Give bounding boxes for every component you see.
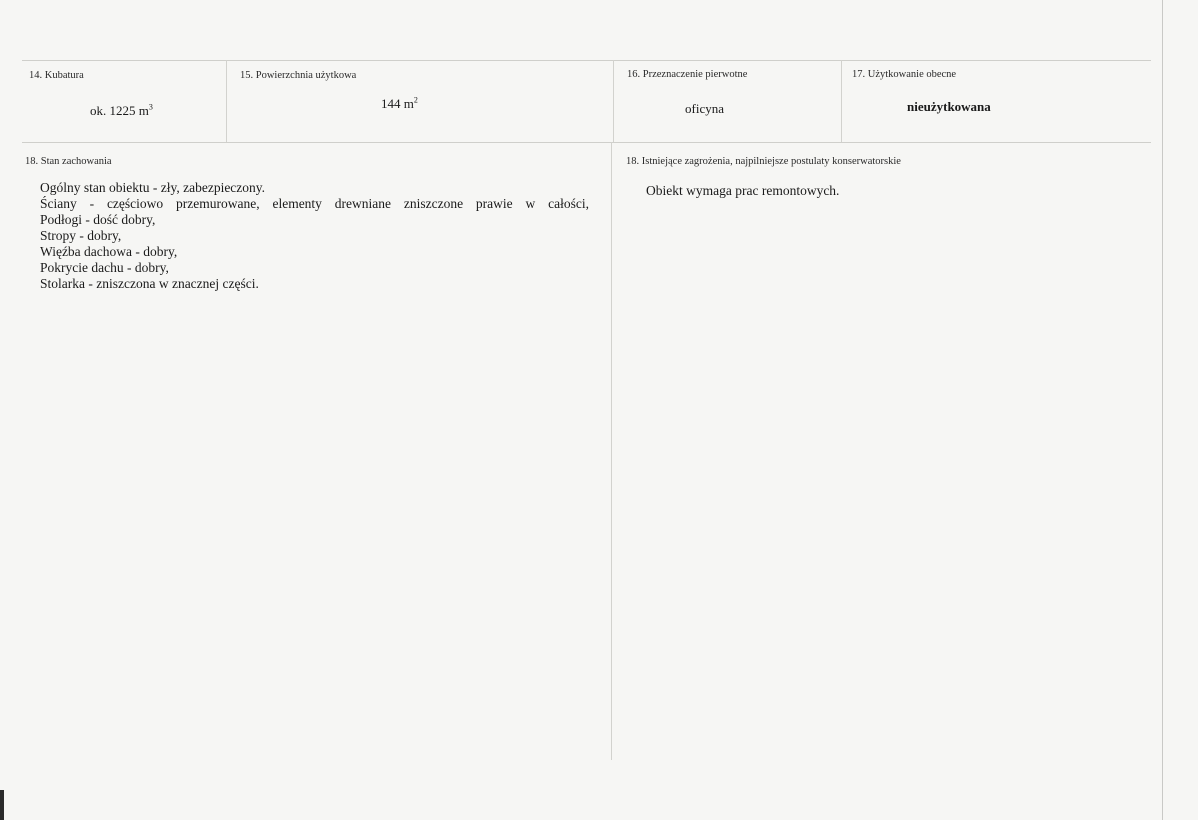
stan-line: Podłogi - dość dobry, xyxy=(40,212,156,227)
stan-word: w xyxy=(525,196,536,211)
column-divider-1 xyxy=(226,60,227,142)
stan-line: Stropy - dobry, xyxy=(40,228,122,243)
stan-line xyxy=(40,196,589,212)
stan-word: Ściany xyxy=(40,196,77,211)
przeznaczenie-label: 16. Przeznaczenie pierwotne xyxy=(627,69,748,80)
stan-text xyxy=(40,180,589,292)
stan-line: Pokrycie dachu - dobry, xyxy=(40,260,169,275)
stan-word: przemurowane, xyxy=(176,196,260,211)
kubatura-label: 14. Kubatura xyxy=(29,70,84,81)
stan-line: Więźba dachowa - dobry, xyxy=(40,244,178,259)
table-row-divider xyxy=(22,142,1151,143)
stan-word: prawie xyxy=(475,196,513,211)
powierzchnia-label: 15. Powierzchnia użytkowa xyxy=(240,70,357,81)
stan-word: częściowo xyxy=(106,196,164,211)
page-edge-right xyxy=(1162,0,1163,820)
powierzchnia-value: 144 $m^2$ xyxy=(381,95,418,111)
column-divider-2 xyxy=(613,60,614,142)
uzytkowanie-label: 17. Użytkowanie obecne xyxy=(852,69,957,80)
zagrozenia-label: 18. Istniejące zagrożenia, najpilniejsze postulaty konserwatorskie xyxy=(626,156,901,167)
przeznaczenie-value: oficyna xyxy=(685,101,724,116)
column-divider-lower xyxy=(611,142,612,760)
zagrozenia-text: Obiekt wymaga prac remontowych. xyxy=(646,183,840,198)
scan-edge-left xyxy=(0,790,4,820)
stan-word: elementy xyxy=(272,196,322,211)
stan-word: - xyxy=(89,196,95,211)
stan-label: 18. Stan zachowania xyxy=(25,156,112,167)
stan-word: całości, xyxy=(548,196,589,211)
stan-line: Ogólny stan obiektu - zły, zabezpieczony. xyxy=(40,180,266,195)
stan-line: Stolarka - zniszczona w znacznej części. xyxy=(40,276,259,291)
uzytkowanie-value: nieużytkowana xyxy=(907,99,991,114)
table-top-border xyxy=(22,60,1151,61)
stan-word: drewniane xyxy=(334,196,392,211)
kubatura-value: ok. 1225 $m^3$ xyxy=(90,102,153,118)
column-divider-3 xyxy=(841,60,842,142)
stan-word: zniszczone xyxy=(403,196,464,211)
